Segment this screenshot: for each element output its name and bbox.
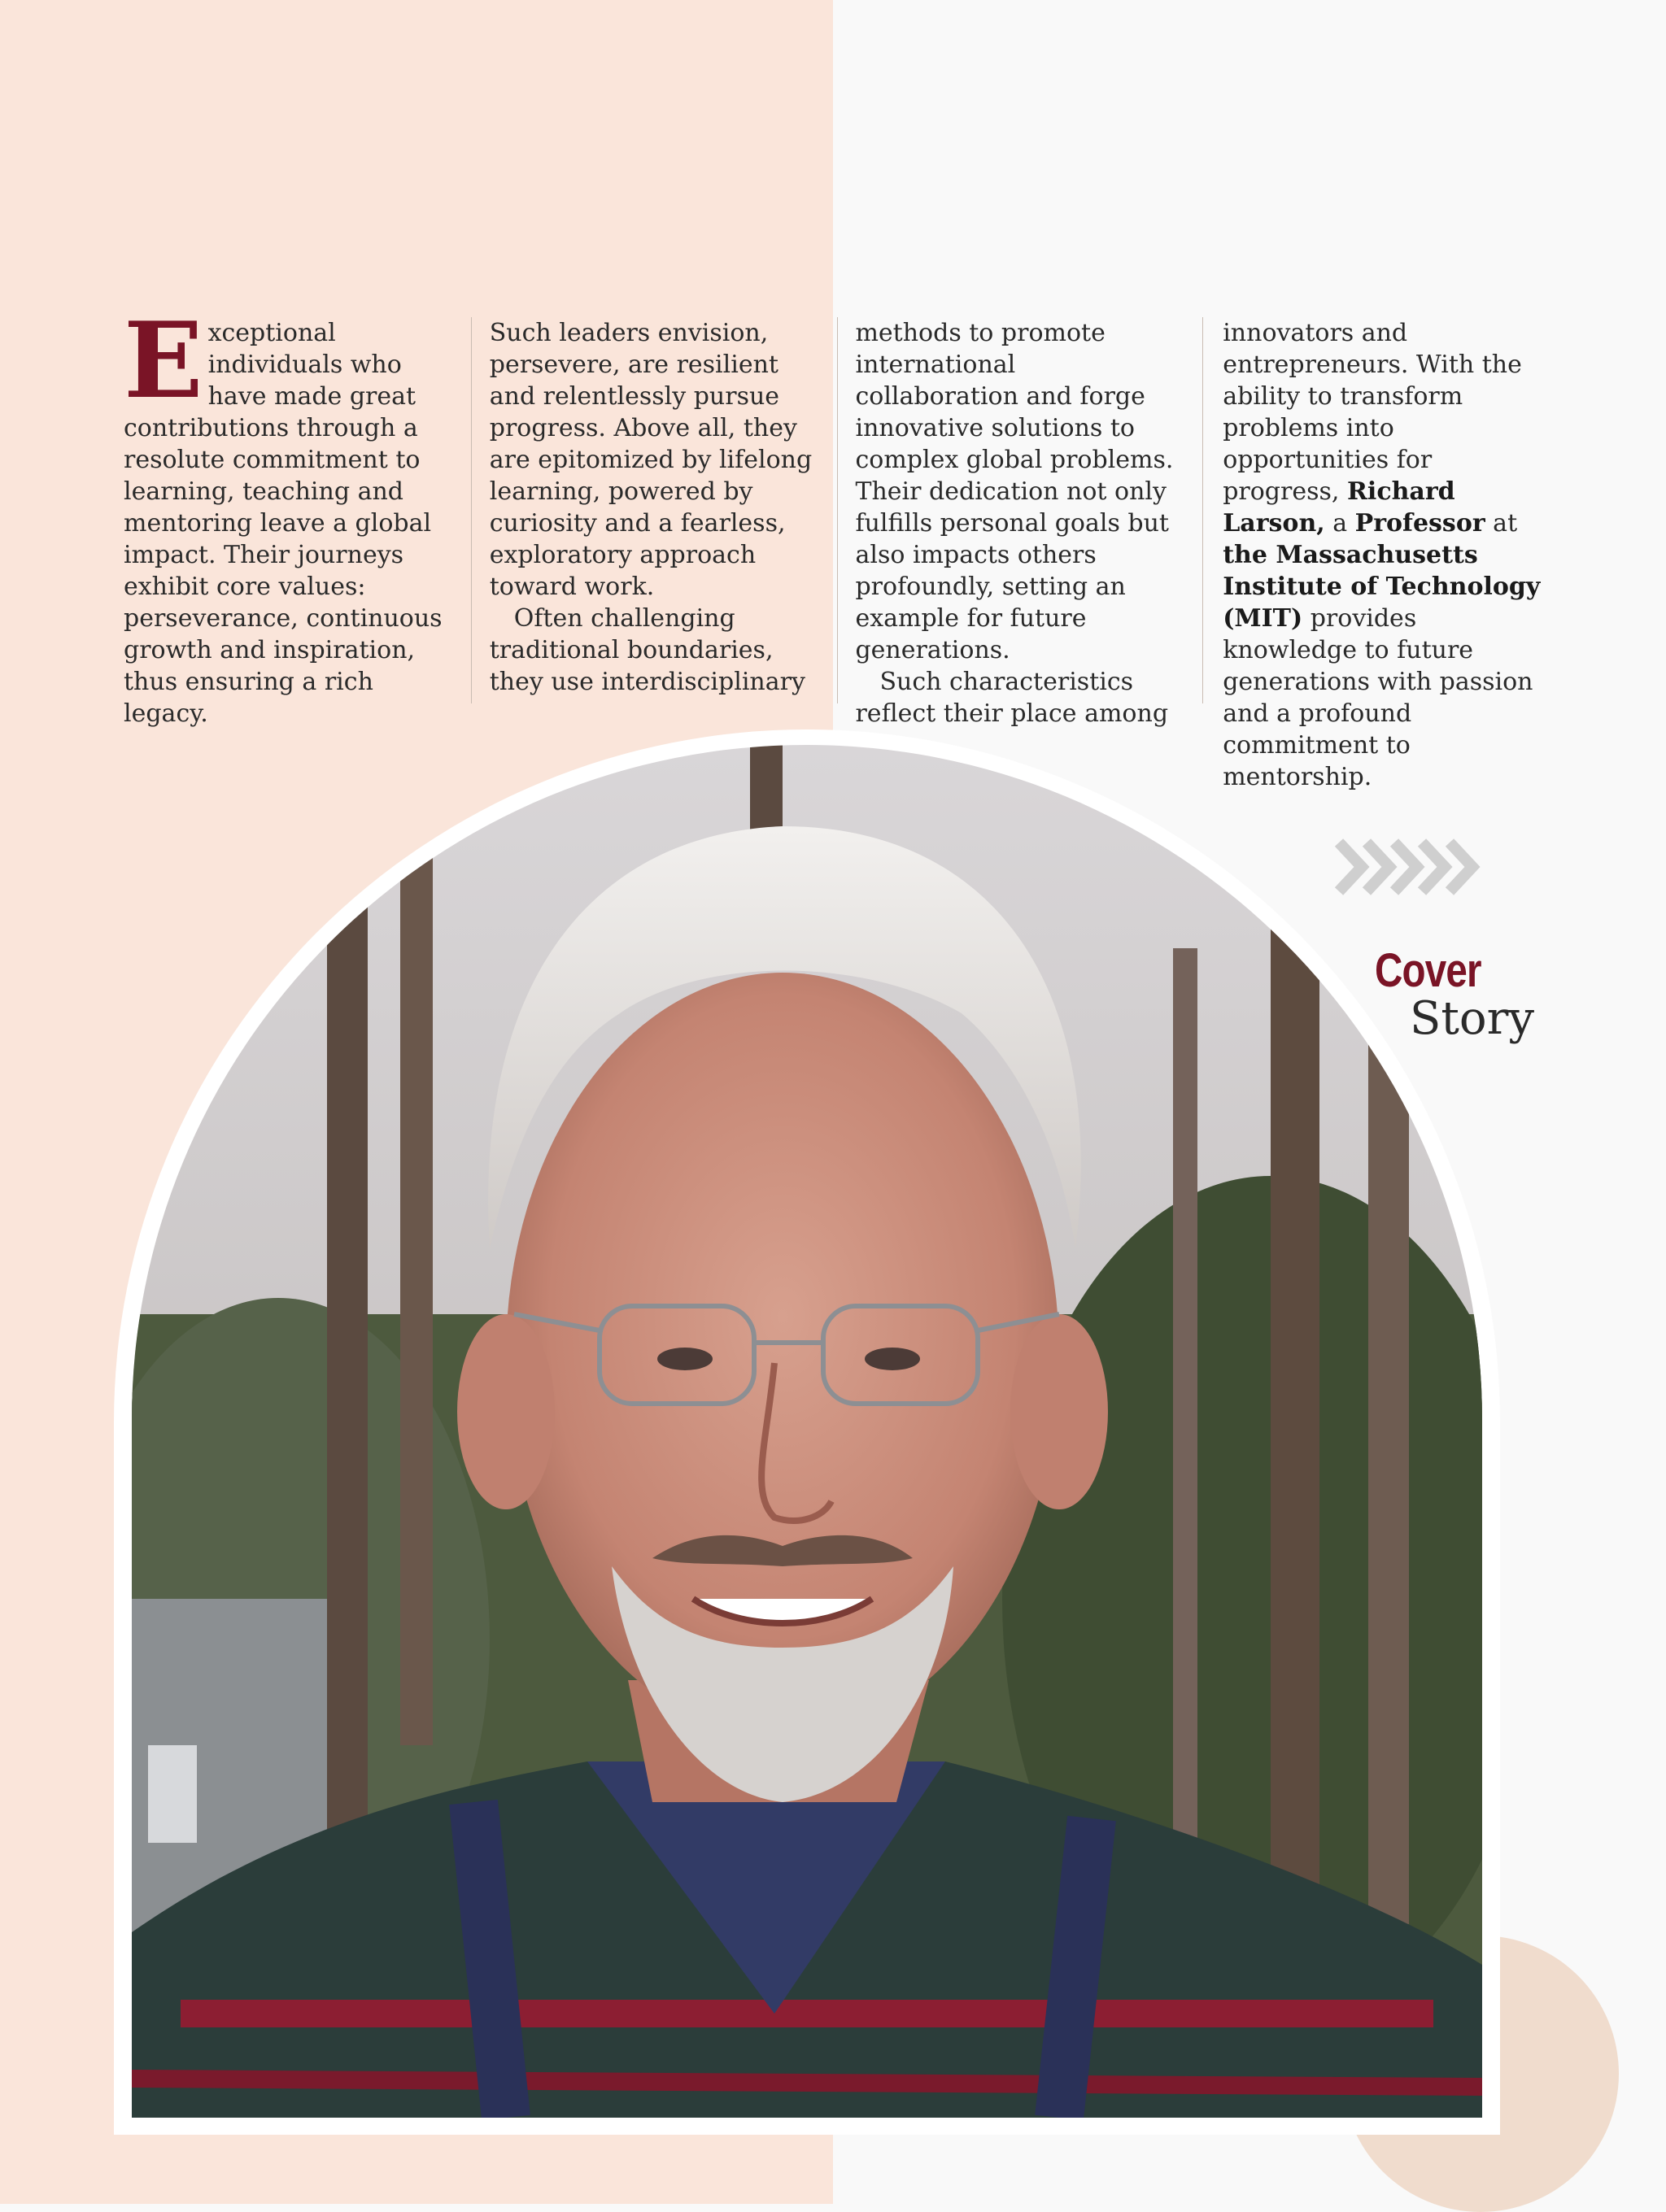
drop-cap: E	[124, 300, 203, 422]
text-run: provides knowledge to future generations with passion and a profound commitment to mentorship.	[1223, 604, 1533, 791]
paragraph: methods to promote international collaboration and forge innovative solutions to complex global problems. Their dedication not only fulfills personal goals but also impacts others profoundly, setting an example for future generations.	[855, 319, 1174, 664]
paragraph	[124, 300, 451, 729]
institution-name: the Massachusetts Institute of Technology (MIT)	[1223, 541, 1541, 633]
person-title: Professor	[1354, 509, 1485, 538]
paragraph-text: xceptional individuals who have made great contributions through a resolute commitment to learning, teaching and mentoring leave a global impact. Their journeys exhibit core values: perseverance, continuous growth and inspiration, thus ensuring a rich legacy.	[124, 319, 443, 728]
section-label-cover: Cover	[1375, 944, 1481, 997]
paragraph: Such leaders envision, persevere, are resilient and relentlessly pursue progress. Above all, they are epitomized by lifelong learning, powered by curiosity and a fearless, exploratory approach toward work.	[489, 319, 813, 601]
text-run: at	[1485, 509, 1518, 538]
portrait-photo	[132, 745, 1482, 2118]
text-run: a	[1324, 509, 1355, 538]
column-divider	[837, 317, 838, 703]
chevron-arrows-icon	[1334, 838, 1481, 896]
paragraph	[1223, 317, 1550, 793]
article-columns	[124, 300, 1550, 791]
paragraph: Often challenging traditional boundaries, they use interdisciplinary	[489, 604, 805, 696]
portrait-illustration	[132, 745, 1482, 2118]
person-name: Richard Larson,	[1223, 477, 1455, 538]
column-divider	[1202, 317, 1203, 703]
article-column-1	[124, 300, 451, 728]
article-column-3	[855, 317, 1183, 728]
article-column-2	[490, 317, 818, 703]
article-column-4	[1223, 317, 1550, 791]
column-divider	[471, 317, 472, 703]
text-run: innovators and entrepreneurs. With the ability to transform problems into opportunities for progress,	[1223, 319, 1522, 506]
section-label-story: Story	[1410, 992, 1534, 1045]
paragraph: Such characteristics reflect their place among	[855, 668, 1169, 728]
